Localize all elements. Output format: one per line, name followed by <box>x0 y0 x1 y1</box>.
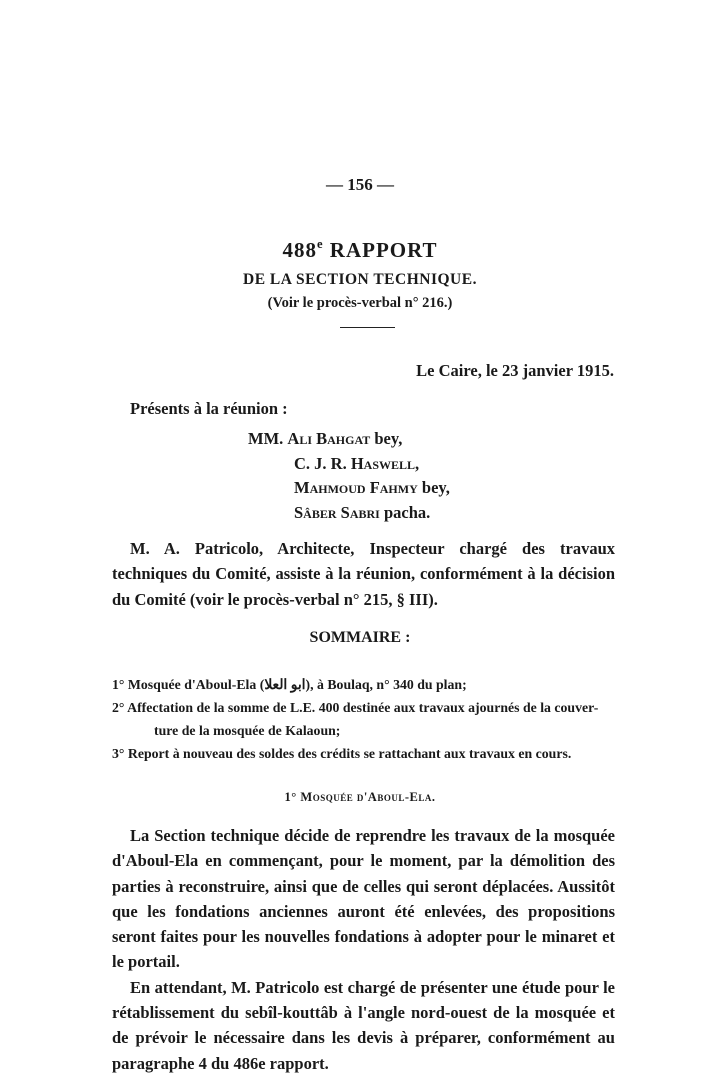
body-paragraph: La Section technique décide de reprendre les travaux de la mosquée d'Aboul-Ela en commençant, pour le moment, par la démolition des parties à reconstruire, ainsi que de celles qui seront déplacées. Aussitôt que les fondations anciennes auront été enlevées, des propositions seront faites pour les nouvelles fondations à adopter pour le minaret et le portail. <box>112 826 615 972</box>
summary-item-continuation: ture de la mosquée de Kalaoun; <box>154 723 341 738</box>
report-reference: (Voir le procès-verbal n° 216.) <box>267 295 453 311</box>
report-number-suffix: e <box>316 237 324 251</box>
summary-list <box>112 673 622 765</box>
body-text <box>112 823 615 1076</box>
body-paragraph: En attendant, M. Patricolo est chargé de présenter une étude pour le rétablissement du sebîl-kouttâb à l'angle nord-ouest de la mosquée et de prévoir le nécessaire dans les devis à préparer, conformément au paragraphe 4 du 486e rapport. <box>112 977 615 1073</box>
report-subtitle: DE LA SECTION TECHNIQUE. <box>243 271 477 288</box>
summary-heading: SOMMAIRE : <box>309 629 411 646</box>
divider-rule <box>340 327 395 328</box>
report-word: RAPPORT <box>329 238 438 262</box>
report-number: 488 <box>282 238 317 262</box>
member: Mahmoud Fahmy bey, <box>294 478 450 498</box>
present-label: Présents à la réunion : <box>130 399 288 418</box>
member: Sâber Sabri pacha. <box>294 503 431 523</box>
summary-item: 3° Report à nouveau des soldes des crédits se rattachant aux travaux en cours. <box>112 746 572 761</box>
intro-paragraph: M. A. Patricolo, Architecte, Inspecteur chargé des travaux techniques du Comité, assiste à la réunion, conformément à la décision du Comité (voir le procès-verbal n° 215, § III). <box>112 539 615 609</box>
member: MM. Ali Bahgat bey, <box>248 429 403 448</box>
summary-item: 2° Affectation de la somme de L.E. 400 destinée aux travaux ajournés de la couver- <box>112 700 599 715</box>
members-list <box>248 427 450 526</box>
section-heading: 1° Mosquée d'Aboul-Ela. <box>284 790 436 804</box>
report-title <box>0 238 720 263</box>
date-line: Le Caire, le 23 janvier 1915. <box>416 361 614 380</box>
page-number: — 156 — <box>326 175 394 194</box>
member: C. J. R. Haswell, <box>294 453 420 473</box>
summary-item: 1° Mosquée d'Aboul-Ela (ابو العلا), à Boulaq, n° 340 du plan; <box>112 677 467 692</box>
